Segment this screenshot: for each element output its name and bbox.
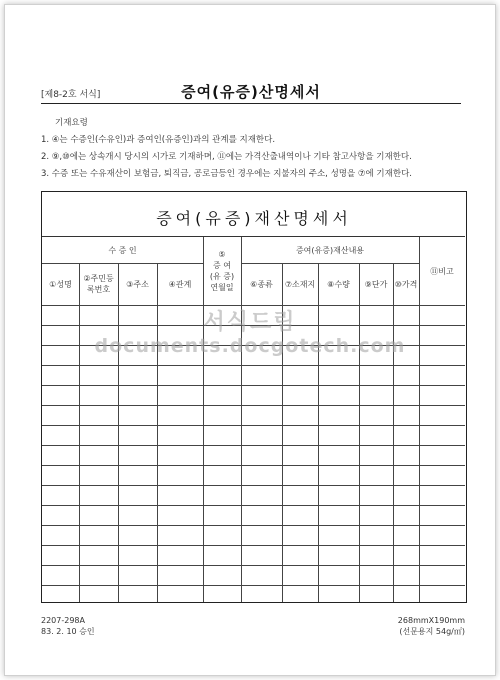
- relationship-header: ④관계: [168, 279, 192, 289]
- form-number: [제8-2호 서식]: [41, 90, 101, 100]
- document-frame: [4, 4, 496, 676]
- gift-date-header: ⑤ 증 여 (유 증) 연월일: [209, 250, 235, 292]
- price-header: ⑩가격: [394, 279, 418, 289]
- statement-form: [41, 191, 467, 603]
- quantity-header: ⑧수량: [327, 279, 350, 289]
- guide-heading: 기재요령: [55, 118, 88, 128]
- writing-guide: [41, 115, 471, 183]
- form-header: [41, 81, 461, 104]
- guide-item: 3. 수증 또는 수유재산이 보험금, 퇴직금, 공로금등인 경우에는 지불자의 주소, 성명을 ⑦에 기재한다.: [41, 169, 412, 179]
- remarks-header: ⑪비고: [430, 266, 454, 276]
- recipient-group-header: 수 증 인: [108, 245, 137, 255]
- footer-right: 268mmX190mm (선문용지 54g/㎡): [397, 616, 465, 636]
- guide-item: 1. ④는 수증인(수유인)과 증여인(유증인)과의 관계를 지재한다.: [41, 135, 276, 145]
- guide-item: 2. ⑨,⑩에는 상속개시 당시의 시가로 기재하며, ⑪에는 가격산출내역이나 기타 참고사항을 기재한다.: [41, 152, 412, 162]
- location-header: ⑦소재지: [284, 279, 316, 289]
- page-title: 증여(유증)산명세서: [181, 83, 321, 101]
- name-header: ①성명: [49, 279, 72, 289]
- unit-price-header: ⑨단가: [364, 279, 388, 289]
- type-header: ⑥종류: [250, 279, 273, 289]
- statement-table: [42, 236, 465, 602]
- property-group-header: 증여(유증)재산내용: [295, 245, 365, 255]
- footer-left: 2207-298A 83. 2. 10 승인: [41, 616, 95, 636]
- watermark-url: documents.docgotech.com: [94, 335, 406, 357]
- resident-number-header: ②주민등 록번호: [83, 274, 114, 294]
- watermark-title: 서식드림: [203, 310, 297, 335]
- address-header: ③주소: [126, 279, 149, 289]
- form-title: 증여(유증)재산명세서: [156, 209, 352, 228]
